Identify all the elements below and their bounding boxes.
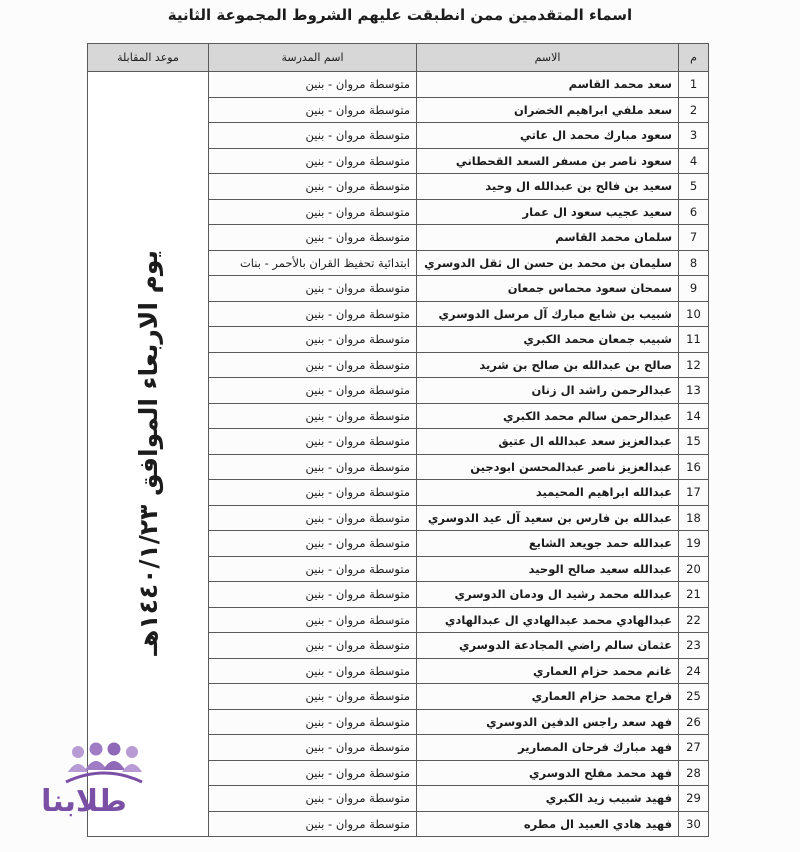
page-title: اسماء المتقدمين ممن انطبقت عليهم الشروط المجموعة الثانية — [167, 6, 633, 24]
school-name: متوسطة مروان - بنين — [209, 505, 417, 531]
applicant-name: سليمان بن محمد بن حسن ال ثقل الدوسري — [417, 250, 679, 276]
row-number: 26 — [679, 709, 709, 735]
school-name: متوسطة مروان - بنين — [209, 760, 417, 786]
row-number: 12 — [679, 352, 709, 378]
school-name: متوسطة مروان - بنين — [209, 148, 417, 174]
school-name: متوسطة مروان - بنين — [209, 684, 417, 710]
row-number: 1 — [679, 72, 709, 98]
school-name: متوسطة مروان - بنين — [209, 633, 417, 659]
applicant-name: سعد ملفي ابراهيم الخضران — [417, 97, 679, 123]
row-number: 14 — [679, 403, 709, 429]
school-name: ابتدائية تحفيظ القران بالأحمر - بنات — [209, 250, 417, 276]
applicant-name: عبدالله محمد رشيد ال ودمان الدوسري — [417, 582, 679, 608]
header-name: الاسم — [417, 44, 679, 72]
people-icon — [64, 742, 144, 788]
row-number: 15 — [679, 429, 709, 455]
row-number: 16 — [679, 454, 709, 480]
school-name: متوسطة مروان - بنين — [209, 480, 417, 506]
school-name: متوسطة مروان - بنين — [209, 454, 417, 480]
header-school: اسم المدرسة — [209, 44, 417, 72]
school-name: متوسطة مروان - بنين — [209, 301, 417, 327]
school-name: متوسطة مروان - بنين — [209, 72, 417, 98]
interview-date: يوم الاربعاء الموافق ١٤٤٠/١/٢٣هـ — [133, 249, 163, 656]
school-name: متوسطة مروان - بنين — [209, 811, 417, 837]
applicant-name: فهيد هادي العبيد ال مطره — [417, 811, 679, 837]
school-name: متوسطة مروان - بنين — [209, 378, 417, 404]
applicant-name: سمحان سعود محماس جمعان — [417, 276, 679, 302]
school-name: متوسطة مروان - بنين — [209, 786, 417, 812]
applicant-name: فهيد شبيب زيد الكبري — [417, 786, 679, 812]
row-number: 18 — [679, 505, 709, 531]
school-name: متوسطة مروان - بنين — [209, 429, 417, 455]
school-name: متوسطة مروان - بنين — [209, 123, 417, 149]
school-name: متوسطة مروان - بنين — [209, 352, 417, 378]
school-name: متوسطة مروان - بنين — [209, 97, 417, 123]
applicant-name: غانم محمد حزام العماري — [417, 658, 679, 684]
school-name: متوسطة مروان - بنين — [209, 531, 417, 557]
school-name: متوسطة مروان - بنين — [209, 403, 417, 429]
school-name: متوسطة مروان - بنين — [209, 199, 417, 225]
applicants-table — [87, 43, 709, 837]
applicant-name: سعيد بن فالح بن عبدالله ال وحيد — [417, 174, 679, 200]
row-number: 11 — [679, 327, 709, 353]
row-number: 30 — [679, 811, 709, 837]
row-number: 4 — [679, 148, 709, 174]
interview-date-cell — [88, 72, 209, 837]
applicant-name: سعيد عجيب سعود ال عمار — [417, 199, 679, 225]
school-name: متوسطة مروان - بنين — [209, 225, 417, 251]
row-number: 9 — [679, 276, 709, 302]
logo-text: طلابنا — [41, 784, 127, 819]
school-name: متوسطة مروان - بنين — [209, 658, 417, 684]
school-name: متوسطة مروان - بنين — [209, 709, 417, 735]
row-number: 3 — [679, 123, 709, 149]
row-number: 8 — [679, 250, 709, 276]
row-number: 6 — [679, 199, 709, 225]
row-number: 17 — [679, 480, 709, 506]
applicant-name: سعد محمد القاسم — [417, 72, 679, 98]
row-number: 27 — [679, 735, 709, 761]
row-number: 21 — [679, 582, 709, 608]
applicant-name: شبيب بن شايع مبارك آل مرسل الدوسري — [417, 301, 679, 327]
school-name: متوسطة مروان - بنين — [209, 735, 417, 761]
row-number: 28 — [679, 760, 709, 786]
applicant-name: صالح بن عبدالله بن صالح بن شريد — [417, 352, 679, 378]
applicant-name: سعود ناصر بن مسفر السعد القحطاني — [417, 148, 679, 174]
applicant-name: عبدالله ابراهيم المحيميد — [417, 480, 679, 506]
table-header-row — [88, 44, 709, 72]
applicant-name: عبدالله سعيد صالح الوحيد — [417, 556, 679, 582]
row-number: 13 — [679, 378, 709, 404]
row-number: 29 — [679, 786, 709, 812]
applicant-name: عبدالهادي محمد عبدالهادي ال عبدالهادي — [417, 607, 679, 633]
applicant-name: سلمان محمد القاسم — [417, 225, 679, 251]
applicant-name: شبيب جمعان محمد الكبري — [417, 327, 679, 353]
table-row — [88, 72, 709, 98]
header-num: م — [679, 44, 709, 72]
row-number: 19 — [679, 531, 709, 557]
school-name: متوسطة مروان - بنين — [209, 276, 417, 302]
applicant-name: فراج محمد حزام العماري — [417, 684, 679, 710]
school-name: متوسطة مروان - بنين — [209, 556, 417, 582]
applicant-name: فهد محمد مفلح الدوسري — [417, 760, 679, 786]
site-logo — [24, 742, 144, 832]
applicant-name: عبدالعزيز ناصر عبدالمحسن ابودجين — [417, 454, 679, 480]
school-name: متوسطة مروان - بنين — [209, 327, 417, 353]
row-number: 24 — [679, 658, 709, 684]
applicant-name: عثمان سالم راضي المجادعة الدوسري — [417, 633, 679, 659]
school-name: متوسطة مروان - بنين — [209, 582, 417, 608]
school-name: متوسطة مروان - بنين — [209, 174, 417, 200]
applicant-name: عبدالله حمد جويعد الشايع — [417, 531, 679, 557]
row-number: 7 — [679, 225, 709, 251]
applicant-name: عبدالرحمن سالم محمد الكبري — [417, 403, 679, 429]
row-number: 10 — [679, 301, 709, 327]
header-interview: موعد المقابلة — [88, 44, 209, 72]
row-number: 23 — [679, 633, 709, 659]
applicant-name: عبدالعزيز سعد عبدالله ال عتيق — [417, 429, 679, 455]
school-name: متوسطة مروان - بنين — [209, 607, 417, 633]
applicant-name: فهد سعد راجس الدفين الدوسري — [417, 709, 679, 735]
applicant-name: فهد مبارك فرحان المصارير — [417, 735, 679, 761]
row-number: 25 — [679, 684, 709, 710]
row-number: 2 — [679, 97, 709, 123]
table-body — [88, 72, 709, 837]
row-number: 5 — [679, 174, 709, 200]
row-number: 22 — [679, 607, 709, 633]
applicant-name: عبدالله بن فارس بن سعيد آل عيد الدوسري — [417, 505, 679, 531]
applicant-name: سعود مبارك محمد ال عاتي — [417, 123, 679, 149]
applicant-name: عبدالرحمن راشد ال زنان — [417, 378, 679, 404]
row-number: 20 — [679, 556, 709, 582]
